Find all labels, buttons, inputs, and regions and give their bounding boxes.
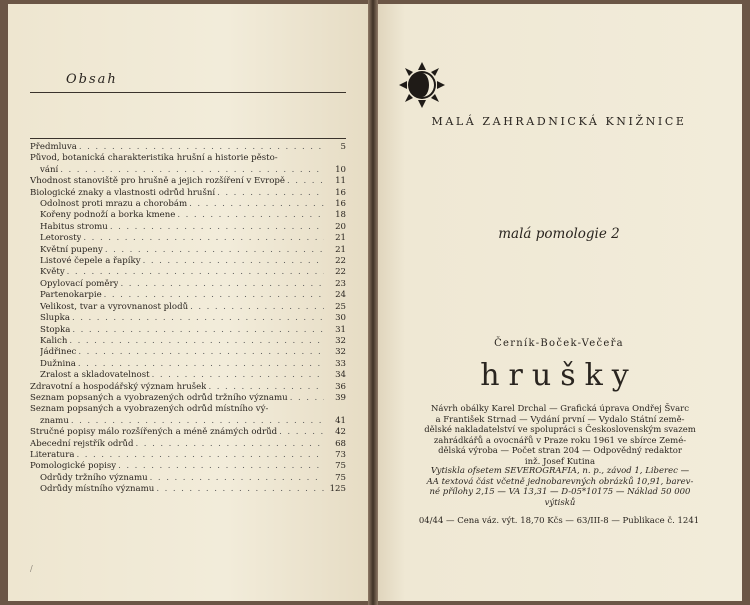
toc-page-number: 32: [335, 347, 346, 358]
credits-line: dělská výroba — Počet stran 204 — Odpovědný redaktor: [438, 446, 682, 457]
credits-line: inž. Josef Kutina: [524, 456, 596, 467]
toc-entry-text: Listové čepele a řapíky: [40, 256, 141, 267]
toc-entry-text: Letorosty: [40, 233, 82, 244]
toc-entry: [30, 165, 346, 176]
toc-entry-text: Zralost a skladovatelnost: [40, 370, 150, 381]
authors: Černík-Boček-Večeřa: [494, 338, 624, 349]
toc-entry-text: Kalich: [40, 335, 68, 346]
toc-page-number: 16: [335, 199, 346, 210]
toc-leader-dots: [81, 233, 324, 244]
toc-entry: [30, 325, 346, 336]
toc-page-number: 31: [335, 324, 346, 335]
toc-entry-text: Květy: [40, 267, 65, 278]
toc-entry: [30, 382, 346, 393]
toc-page-number: 36: [335, 381, 346, 392]
toc-leader-dots: [76, 347, 324, 358]
toc-entry: [30, 404, 346, 415]
toc-leader-dots: [154, 484, 324, 495]
toc-entry-text: Pomologické popisy: [30, 461, 117, 472]
toc-entry: [30, 370, 346, 381]
toc-entry-text: Partenokarpie: [40, 290, 102, 301]
imprint-line: Vytiskla ofsetem SEVEROGRAFIA, n. p., závod 1, Liberec —: [430, 466, 690, 476]
table-of-contents: [30, 142, 346, 496]
toc-leader-dots: [288, 393, 324, 404]
heading-rule: [30, 92, 346, 93]
toc-leader-dots: [70, 325, 324, 336]
toc-leader-dots: [118, 279, 324, 290]
toc-entry-text: Odolnost proti mrazu a chorobám: [40, 199, 188, 210]
toc-page-number: 33: [335, 358, 346, 369]
toc-entry: [30, 359, 346, 370]
toc-leader-dots: [215, 188, 324, 199]
book-gutter: [368, 0, 378, 605]
toc-page-number: 24: [335, 290, 346, 301]
toc-entry-text: Slupka: [40, 313, 71, 324]
toc-entry: [30, 222, 346, 233]
book-title: hrušky: [480, 358, 638, 393]
toc-leader-dots: [102, 290, 324, 301]
toc-entry-text: Velikost, tvar a vyrovnanost plodů: [40, 301, 189, 312]
toc-entry: [30, 416, 346, 427]
toc-entry: [30, 427, 346, 438]
toc-leader-dots: [188, 302, 324, 313]
toc-entry: [30, 336, 346, 347]
toc-page-number: 41: [335, 415, 346, 426]
toc-entry-text: Seznam popsaných a vyobrazených odrůd místního vý-: [30, 404, 269, 415]
toc-leader-dots: [65, 267, 324, 278]
toc-page-number: 34: [335, 370, 346, 381]
toc-page-number: 21: [335, 233, 346, 244]
toc-leader-dots: [134, 439, 324, 450]
book-subtitle: malá pomologie 2: [498, 226, 620, 242]
toc-page-number: 125: [329, 484, 346, 495]
toc-page-number: 21: [335, 244, 346, 255]
toc-entry: [30, 176, 346, 187]
toc-entry-continuation: vání: [40, 164, 59, 175]
toc-entry: [30, 199, 346, 210]
toc-entry: [30, 256, 346, 267]
pencil-mark: /: [30, 564, 33, 573]
toc-page-number: 42: [335, 427, 346, 438]
toc-entry: [30, 450, 346, 461]
toc-entry-text: Stopka: [40, 324, 71, 335]
toc-leader-dots: [76, 359, 324, 370]
toc-leader-dots: [175, 210, 324, 221]
credits-line: zahrádkářů a ovocnářů v Praze roku 1961 ve sbírce Zemé-: [433, 435, 687, 446]
toc-leader-dots: [141, 256, 324, 267]
toc-entry: [30, 393, 346, 404]
toc-entry: [30, 484, 346, 495]
toc-entry: [30, 473, 346, 484]
toc-page-number: 68: [335, 438, 346, 449]
imprint-line: výtisků: [544, 497, 576, 508]
credits-block: [410, 404, 710, 468]
credits-line: Návrh obálky Karel Drchal — Grafická úprava Ondřej Švarc: [430, 404, 689, 414]
toc-leader-dots: [69, 416, 324, 427]
toc-entry: [30, 302, 346, 313]
toc-entry-text: Abecední rejstřík odrůd: [30, 438, 134, 449]
toc-page-number: 39: [335, 392, 346, 403]
toc-entry: [30, 439, 346, 450]
toc-entry-text: Květní pupeny: [40, 244, 103, 255]
toc-entry: [30, 245, 346, 256]
toc-page-number: 5: [340, 142, 346, 152]
toc-top-rule: [30, 138, 346, 139]
credits-line: dělské nakladatelství ve spolupráci s Československým svazem: [424, 425, 696, 436]
toc-leader-dots: [58, 165, 324, 176]
toc-entry: [30, 347, 346, 358]
toc-leader-dots: [70, 313, 324, 324]
toc-entry: [30, 210, 346, 221]
toc-entry: [30, 290, 346, 301]
toc-entry-text: Vhodnost stanoviště pro hrušně a jejich rozšíření v Evropě: [30, 176, 286, 187]
toc-page-number: 30: [335, 313, 346, 324]
toc-page-number: 75: [335, 461, 346, 472]
toc-page-number: 18: [335, 210, 346, 221]
toc-page-number: 16: [335, 187, 346, 198]
toc-leader-dots: [74, 450, 324, 461]
toc-leader-dots: [285, 176, 324, 187]
credits-line: a František Strnad — Vydání první — Vydalo Státní země-: [435, 414, 685, 425]
toc-page-number: 25: [335, 301, 346, 312]
toc-entry-text: Zdravotní a hospodářský význam hrušek: [30, 381, 207, 392]
toc-page-number: 11: [335, 176, 346, 187]
imprint-line: né přílohy 2,15 — VA 13,31 — D-05*10175 — Náklad 50 000: [429, 487, 691, 498]
toc-leader-dots: [67, 336, 324, 347]
toc-page-number: 73: [335, 449, 346, 460]
toc-entry-text: Habitus stromu: [40, 221, 108, 232]
toc-page-number: 20: [335, 221, 346, 232]
toc-entry: [30, 153, 346, 164]
toc-entry-text: Jádřinec: [40, 347, 77, 358]
toc-page-number: 22: [335, 256, 346, 267]
toc-entry-text: Dužnina: [40, 358, 76, 369]
toc-entry-text: Biologické znaky a vlastnosti odrůd hrušní: [30, 187, 216, 198]
toc-entry-text: Kořeny podnoží a borka kmene: [40, 210, 176, 221]
toc-entry: [30, 267, 346, 278]
toc-entry: [30, 142, 346, 153]
toc-entry: [30, 233, 346, 244]
toc-entry-text: Předmluva: [30, 142, 77, 152]
toc-page-number: 23: [335, 278, 346, 289]
toc-leader-dots: [108, 222, 324, 233]
toc-page-number: 32: [335, 335, 346, 346]
toc-leader-dots: [187, 199, 324, 210]
publisher-logo-icon: [399, 62, 445, 108]
series-name: MALÁ ZAHRADNICKÁ KNIŽNICE: [431, 115, 687, 128]
toc-entry-continuation: znamu: [40, 415, 69, 426]
toc-entry-text: Odrůdy tržního významu: [40, 472, 148, 483]
toc-leader-dots: [103, 245, 324, 256]
toc-leader-dots: [277, 427, 324, 438]
toc-entry-text: Stručné popisy málo rozšířených a méně známých odrůd: [30, 427, 278, 438]
toc-leader-dots: [116, 461, 324, 472]
toc-entry: [30, 313, 346, 324]
toc-page-number: 75: [335, 472, 346, 483]
toc-leader-dots: [77, 142, 324, 153]
toc-leader-dots: [148, 473, 324, 484]
toc-entry-text: Seznam popsaných a vyobrazených odrůd tržního významu: [30, 392, 288, 403]
imprint-block: [410, 466, 710, 508]
toc-page-number: 10: [335, 164, 346, 175]
toc-entry-text: Původ, botanická charakteristika hrušní a historie pěsto-: [30, 153, 278, 164]
toc-entry: [30, 279, 346, 290]
toc-leader-dots: [206, 382, 324, 393]
imprint-line: AA textová část včetně jednobarevných obrázků 10,91, barev-: [426, 476, 694, 487]
toc-entry-text: Odrůdy místního významu: [40, 484, 155, 495]
toc-entry: [30, 188, 346, 199]
contents-heading: Obsah: [66, 72, 118, 87]
toc-entry-text: Literatura: [30, 449, 75, 460]
toc-page-number: 22: [335, 267, 346, 278]
price-line: 04/44 — Cena váz. výt. 18,70 Kčs — 63/III-8 — Publikace č. 1241: [418, 516, 700, 526]
toc-leader-dots: [150, 370, 324, 381]
toc-entry-text: Opylovací poměry: [40, 278, 119, 289]
toc-entry: [30, 461, 346, 472]
